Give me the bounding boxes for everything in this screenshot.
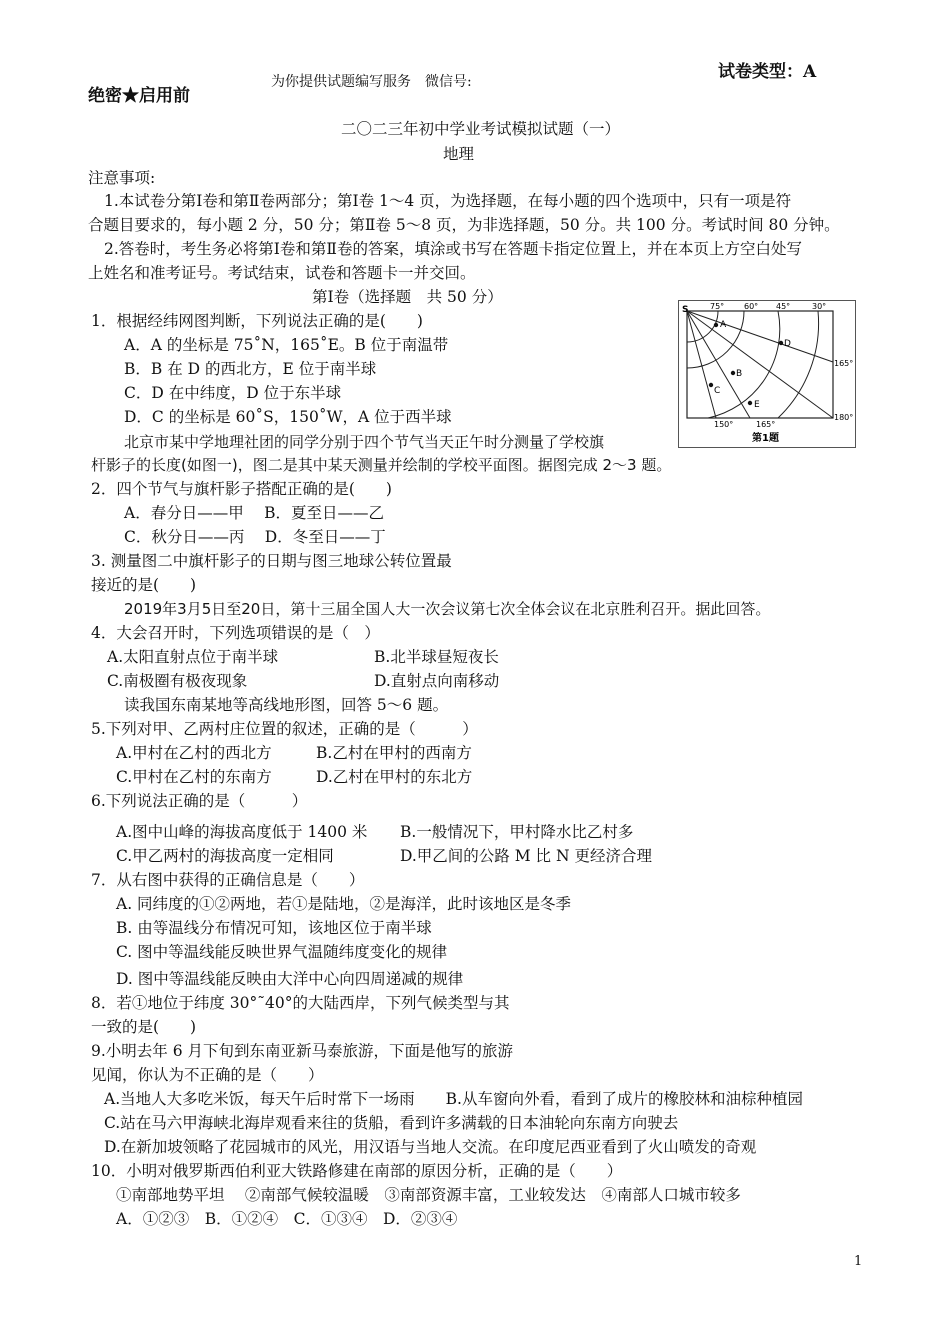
- question-5: 5.下列对甲、乙两村庄位置的叙述，正确的是（ ）: [91, 720, 478, 738]
- question-8-line-1: 8．若①地位于纬度 30°˜40°的大陆西岸，下列气候类型与其: [91, 994, 510, 1012]
- q1-option-d: D．C 的坐标是 60˚S，150˚W，A 位于西半球: [124, 408, 452, 426]
- question-6: 6.下列说法正确的是（ ）: [91, 792, 308, 810]
- q7-option-c: C. 图中等温线能反映世界气温随纬度变化的规律: [116, 943, 448, 961]
- q7-option-b: B. 由等温线分布情况可知，该地区位于南半球: [116, 919, 432, 937]
- question-9-line-2: 见闻，你认为不正确的是（ ）: [91, 1066, 324, 1084]
- q1-option-a: A．A 的坐标是 75˚N，165˚E。B 位于南温带: [124, 336, 449, 354]
- notes-heading: 注意事项:: [88, 169, 156, 187]
- note-2-line-1: 2.答卷时，考生务必将第Ⅰ卷和第Ⅱ卷的答案，填涂或书写在答题卡指定位置上，并在本页上方空白处写: [104, 240, 802, 258]
- q6-option-d: D.甲乙间的公路 M 比 N 更经济合理: [400, 847, 652, 865]
- section-1-heading: 第Ⅰ卷（选择题 共 50 分）: [312, 288, 503, 306]
- question-2: 2．四个节气与旗杆影子搭配正确的是( ): [91, 480, 392, 498]
- q4-option-c: C.南极圈有极夜现象: [107, 672, 248, 690]
- graticule-figure: [678, 300, 856, 448]
- question-8-line-2: 一致的是( ): [91, 1018, 197, 1036]
- q6-option-b: B.一般情况下，甲村降水比乙村多: [400, 823, 634, 841]
- right-label-180: 180°: [834, 413, 854, 422]
- q2-options-ab: A．春分日——甲 B．夏至日——乙: [124, 504, 385, 522]
- q10-statements: ①南部地势平坦 ②南部气候较温暖 ③南部资源丰富，工业较发达 ④南部人口城市较多: [116, 1186, 741, 1204]
- q5-option-d: D.乙村在甲村的东北方: [316, 768, 473, 786]
- figure-caption: 第1题: [752, 433, 779, 444]
- q5-option-a: A.甲村在乙村的西北方: [116, 744, 272, 762]
- point-c-label: C: [714, 386, 721, 396]
- q10-options: A．①②③ B．①②④ C．①③④ D．②③④: [116, 1210, 458, 1228]
- q6-option-a: A.图中山峰的海拔高度低于 1400 米: [116, 823, 368, 841]
- q4-option-b: B.北半球昼短夜长: [374, 648, 499, 666]
- point-b-label: B: [736, 369, 743, 379]
- q4-option-a: A.太阳直射点位于南半球: [107, 648, 279, 666]
- q5-option-b: B.乙村在甲村的西南方: [316, 744, 472, 762]
- material-q5-6: 读我国东南某地等高线地形图，回答 5～6 题。: [124, 696, 449, 714]
- point-a-label: A: [720, 320, 727, 330]
- note-1-line-1: 1.本试卷分第Ⅰ卷和第Ⅱ卷两部分；第Ⅰ卷 1～4 页，为选择题，在每小题的四个选项中，只有一项是符: [104, 192, 792, 210]
- right-label-165: 165°: [834, 359, 854, 368]
- question-7: 7．从右图中获得的正确信息是（ ）: [91, 871, 365, 889]
- q5-option-c: C.甲村在乙村的东南方: [116, 768, 272, 786]
- s-pole-label: S: [682, 305, 689, 315]
- paper-title: 二〇二三年初中学业考试模拟试题（一）: [341, 120, 621, 138]
- secret-label: 绝密★启用前: [88, 86, 190, 106]
- q7-option-d: D. 图中等温线能反映由大洋中心向四周递减的规律: [116, 970, 464, 988]
- material-q2-3-line-1: 北京市某中学地理社团的同学分别于四个节气当天正午时分测量了学校旗: [124, 433, 605, 451]
- point-d-label: D: [784, 339, 791, 349]
- q1-option-b: B．B 在 D 的西北方，E 位于南半球: [124, 360, 377, 378]
- note-2-line-2: 上姓名和准考证号。考试结束，试卷和答题卡一并交回。: [88, 264, 476, 282]
- q2-options-cd: C．秋分日——丙 D．冬至日——丁: [124, 528, 386, 546]
- service-note: 为你提供试题编写服务 微信号:: [271, 74, 472, 90]
- q4-option-d: D.直射点向南移动: [374, 672, 500, 690]
- material-q4: 2019年3月5日至20日，第十三届全国人大一次会议第七次全体会议在北京胜利召开。据此回答。: [124, 600, 771, 618]
- q9-options-ab: A.当地人大多吃米饭，每天午后时常下一场雨 B.从车窗向外看，看到了成片的橡胶林和油棕种植园: [104, 1090, 803, 1108]
- question-3-line-1: 3. 测量图二中旗杆影子的日期与图三地球公转位置最: [91, 552, 452, 570]
- material-q2-3-line-2: 杆影子的长度(如图一)，图二是其中某天测量并绘制的学校平面图。据图完成 2～3 题。: [91, 456, 672, 474]
- point-e-label: E: [754, 400, 760, 410]
- question-9-line-1: 9.小明去年 6 月下旬到东南亚新马泰旅游，下面是他写的旅游: [91, 1042, 514, 1060]
- q7-option-a: A. 同纬度的①②两地，若①是陆地，②是海洋，此时该地区是冬季: [116, 895, 572, 913]
- question-3-line-2: 接近的是( ): [91, 576, 197, 594]
- top-label-30: 30°: [812, 302, 827, 311]
- q9-option-c: C.站在马六甲海峡北海岸观看来往的货船，看到许多满载的日本油轮向东南方向驶去: [104, 1114, 679, 1132]
- q6-option-c: C.甲乙两村的海拔高度一定相同: [116, 847, 334, 865]
- paper-type: 试卷类型：A: [718, 62, 817, 82]
- bottom-label-165: 165°: [756, 420, 776, 429]
- subject-title: 地理: [443, 145, 475, 163]
- question-4: 4．大会召开时，下列选项错误的是（ ）: [91, 624, 380, 642]
- q9-option-d: D.在新加坡领略了花园城市的风光，用汉语与当地人交流。在印度尼西亚看到了火山喷发的奇观: [104, 1138, 757, 1156]
- q1-option-c: C．D 在中纬度，D 位于东半球: [124, 384, 342, 402]
- top-label-75: 75°: [710, 302, 725, 311]
- page-number: 1: [854, 1254, 863, 1269]
- top-label-45: 45°: [776, 302, 791, 311]
- top-label-60: 60°: [744, 302, 759, 311]
- question-10: 10．小明对俄罗斯西伯利亚大铁路修建在南部的原因分析，正确的是（ ）: [91, 1162, 623, 1180]
- question-1: 1．根据经纬网图判断，下列说法正确的是( ): [91, 312, 423, 330]
- bottom-label-150: 150°: [714, 420, 734, 429]
- note-1-line-2: 合题目要求的，每小题 2 分，50 分；第Ⅱ卷 5～8 页，为非选择题，50 分。共 100 分。考试时间 80 分钟。: [88, 216, 840, 234]
